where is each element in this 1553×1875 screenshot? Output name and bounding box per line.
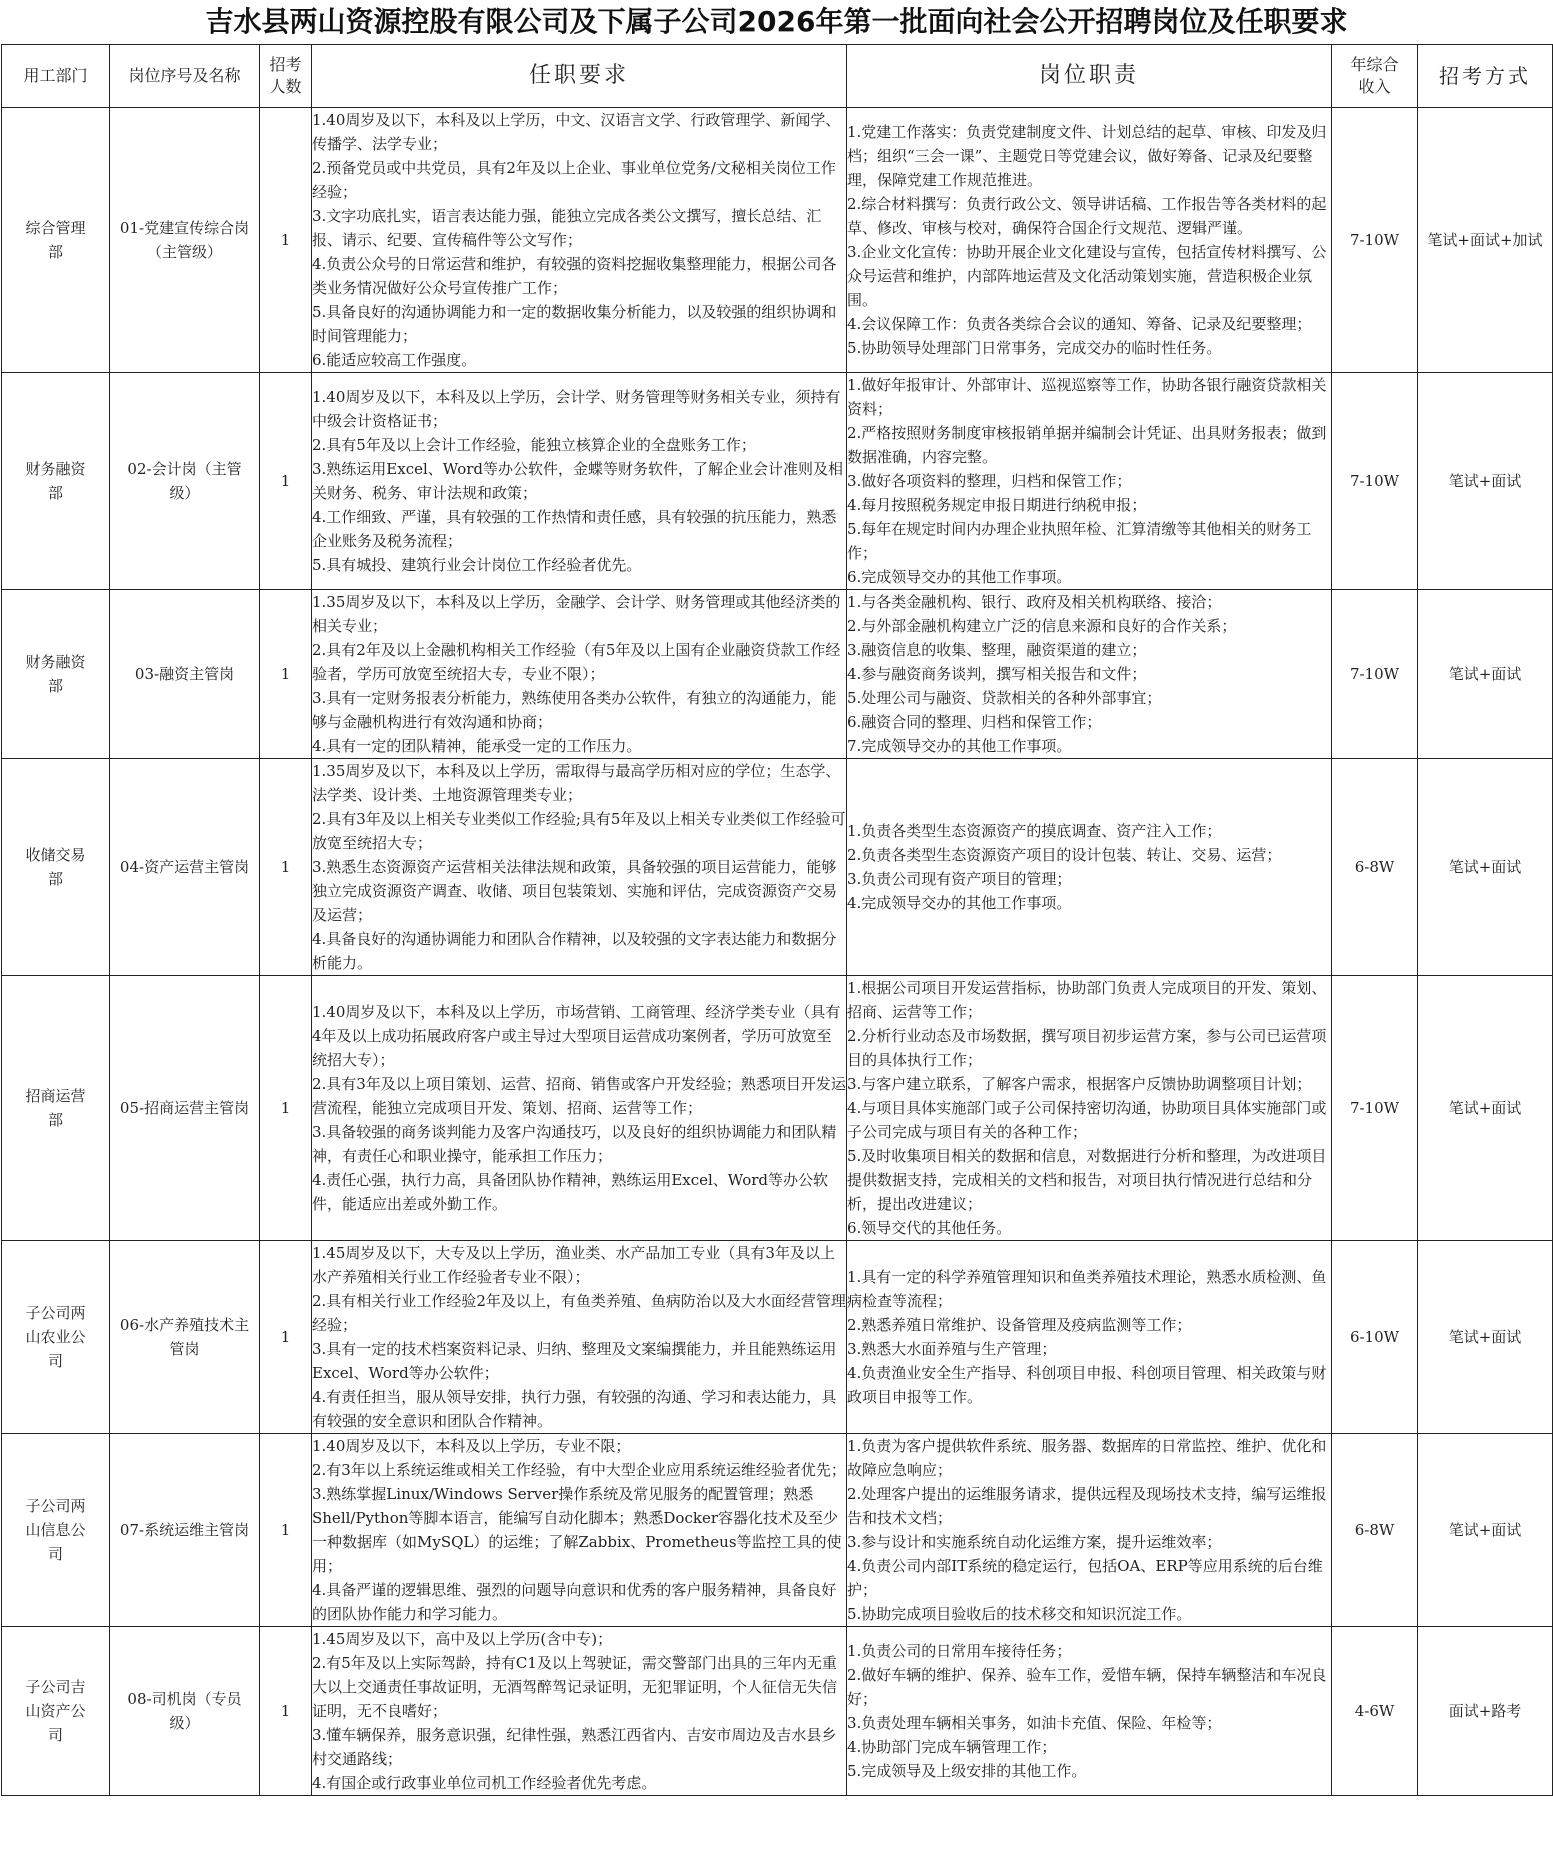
requirement-item: 4.有责任担当，服从领导安排，执行力强，有较强的沟通、学习和表达能力，具有较强的安全意识和团队合作精神。 bbox=[312, 1388, 837, 1430]
salary-cell: 4-6W bbox=[1332, 1627, 1418, 1796]
position-cell: 01-党建宣传综合岗（主管级） bbox=[110, 108, 260, 373]
count-cell: 1 bbox=[260, 1434, 312, 1627]
duty-item: 6.融资合同的整理、归档和保管工作； bbox=[847, 713, 1102, 731]
method-cell: 笔试+面试 bbox=[1418, 1241, 1553, 1434]
requirements-cell bbox=[312, 373, 847, 590]
department-cell: 收储交易部 bbox=[2, 759, 110, 976]
requirement-item: 3.熟悉生态资源资产运营相关法律法规和政策，具备较强的项目运营能力，能够独立完成资源资产调查、收储、项目包装策划、实施和评估，完成资源资产交易及运营； bbox=[312, 858, 838, 924]
duty-item: 5.及时收集项目相关的数据和信息，对数据进行分析和整理，为改进项目提供数据支持，完成相关的文档和报告，对项目执行情况进行总结和分析，提出改进建议； bbox=[847, 1147, 1327, 1213]
requirement-item: 3.熟练掌握Linux/Windows Server操作系统及常见服务的配置管理；熟悉Shell/Python等脚本语言，能编写自动化脚本；熟悉Docker容器化技术及至少一种数据库（如MySQL）的运维；了解Zabbix、Prometheus等监控工具的使用； bbox=[312, 1485, 842, 1575]
requirement-item: 5.具备良好的沟通协调能力和一定的数据收集分析能力，以及较强的组织协调和时间管理能力； bbox=[312, 303, 837, 345]
duty-item: 1.党建工作落实：负责党建制度文件、计划总结的起草、审核、印发及归档；组织“三会一课”、主题党日等党建会议，做好筹备、记录及纪要整理，保障党建工作规范推进。 bbox=[847, 123, 1327, 189]
position-cell: 03-融资主管岗 bbox=[110, 590, 260, 759]
requirements-cell bbox=[312, 590, 847, 759]
duties-cell bbox=[847, 590, 1332, 759]
duty-item: 5.完成领导及上级安排的其他工作。 bbox=[847, 1762, 1087, 1780]
requirement-item: 3.具备较强的商务谈判能力及客户沟通技巧，以及良好的组织协调能力和团队精神，有责任心和职业操守，能承担工作压力； bbox=[312, 1123, 837, 1165]
salary-cell: 6-10W bbox=[1332, 1241, 1418, 1434]
duty-item: 2.负责各类型生态资源资产项目的设计包装、转让、交易、运营； bbox=[847, 846, 1282, 864]
requirement-item: 4.负责公众号的日常运营和维护，有较强的资料挖掘收集整理能力，根据公司各类业务情况做好公众号宣传推广工作； bbox=[312, 255, 837, 297]
position-cell: 08-司机岗（专员级） bbox=[110, 1627, 260, 1796]
salary-cell: 7-10W bbox=[1332, 590, 1418, 759]
table-row bbox=[2, 1627, 1553, 1796]
header-count: 招考人数 bbox=[260, 45, 312, 108]
requirement-item: 1.35周岁及以下，本科及以上学历，需取得与最高学历相对应的学位；生态学、法学类、设计类、土地资源管理类专业； bbox=[312, 762, 841, 804]
requirement-item: 2.具有3年及以上相关专业类似工作经验;具有5年及以上相关专业类似工作经验可放宽至统招大专； bbox=[312, 810, 846, 852]
duty-item: 4.负责渔业安全生产指导、科创项目申报、科创项目管理、相关政策与财政项目申报等工作。 bbox=[847, 1364, 1327, 1406]
salary-cell: 7-10W bbox=[1332, 108, 1418, 373]
position-cell: 06-水产养殖技术主管岗 bbox=[110, 1241, 260, 1434]
page-title: 吉水县两山资源控股有限公司及下属子公司2026年第一批面向社会公开招聘岗位及任职要求 bbox=[205, 5, 1348, 38]
department-cell: 子公司吉山资产公司 bbox=[2, 1627, 110, 1796]
requirement-item: 4.具备良好的沟通协调能力和团队合作精神，以及较强的文字表达能力和数据分析能力。 bbox=[312, 930, 837, 972]
recruitment-table bbox=[1, 44, 1553, 1796]
requirement-item: 3.具有一定财务报表分析能力，熟练使用各类办公软件，有独立的沟通能力，能够与金融机构进行有效沟通和协商； bbox=[312, 689, 837, 731]
requirement-item: 4.具备严谨的逻辑思维、强烈的问题导向意识和优秀的客户服务精神，具备良好的团队协作能力和学习能力。 bbox=[312, 1581, 837, 1623]
requirement-item: 4.责任心强，执行力高，具备团队协作精神，熟练运用Excel、Word等办公软件，能适应出差或外勤工作。 bbox=[312, 1171, 829, 1213]
duties-cell bbox=[847, 108, 1332, 373]
method-cell: 笔试+面试 bbox=[1418, 759, 1553, 976]
duty-item: 2.做好车辆的维护、保养、验车工作，爱惜车辆，保持车辆整洁和车况良好； bbox=[847, 1666, 1327, 1708]
position-cell: 05-招商运营主管岗 bbox=[110, 976, 260, 1241]
count-cell: 1 bbox=[260, 976, 312, 1241]
method-cell: 笔试+面试 bbox=[1418, 590, 1553, 759]
count-cell: 1 bbox=[260, 108, 312, 373]
salary-cell: 6-8W bbox=[1332, 1434, 1418, 1627]
table-row bbox=[2, 590, 1553, 759]
duty-item: 5.协助完成项目验收后的技术移交和知识沉淀工作。 bbox=[847, 1605, 1192, 1623]
method-cell: 笔试+面试 bbox=[1418, 1434, 1553, 1627]
method-cell: 笔试+面试+加试 bbox=[1418, 108, 1553, 373]
requirement-item: 3.具有一定的技术档案资料记录、归纳、整理及文案编撰能力，并且能熟练运用Excel、Word等办公软件； bbox=[312, 1340, 837, 1382]
duty-item: 6.完成领导交办的其他工作事项。 bbox=[847, 568, 1072, 586]
duty-item: 2.与外部金融机构建立广泛的信息来源和良好的合作关系； bbox=[847, 617, 1237, 635]
duty-item: 4.协助部门完成车辆管理工作； bbox=[847, 1738, 1057, 1756]
duty-item: 3.做好各项资料的整理，归档和保管工作； bbox=[847, 472, 1132, 490]
duty-item: 4.与项目具体实施部门或子公司保持密切沟通，协助项目具体实施部门或子公司完成与项目有关的各种工作； bbox=[847, 1099, 1327, 1141]
duty-item: 6.领导交代的其他任务。 bbox=[847, 1219, 1012, 1237]
position-cell: 07-系统运维主管岗 bbox=[110, 1434, 260, 1627]
duty-item: 5.协助领导处理部门日常事务，完成交办的临时性任务。 bbox=[847, 339, 1222, 357]
count-cell: 1 bbox=[260, 759, 312, 976]
method-cell: 面试+路考 bbox=[1418, 1627, 1553, 1796]
duty-item: 2.分析行业动态及市场数据，撰写项目初步运营方案，参与公司已运营项目的具体执行工作； bbox=[847, 1027, 1327, 1069]
duty-item: 7.完成领导交办的其他工作事项。 bbox=[847, 737, 1072, 755]
department-cell: 子公司两山信息公司 bbox=[2, 1434, 110, 1627]
table-row bbox=[2, 976, 1553, 1241]
requirement-item: 4.具有一定的团队精神，能承受一定的工作压力。 bbox=[312, 737, 642, 755]
requirement-item: 4.有国企或行政事业单位司机工作经验者优先考虑。 bbox=[312, 1774, 657, 1792]
duty-item: 1.具有一定的科学养殖管理知识和鱼类养殖技术理论，熟悉水质检测、鱼病检查等流程； bbox=[847, 1268, 1327, 1310]
department-cell: 子公司两山农业公司 bbox=[2, 1241, 110, 1434]
table-row bbox=[2, 1434, 1553, 1627]
requirements-cell bbox=[312, 976, 847, 1241]
duty-item: 4.参与融资商务谈判，撰写相关报告和文件； bbox=[847, 665, 1147, 683]
header-department: 用工部门 bbox=[2, 45, 110, 108]
table-row bbox=[2, 373, 1553, 590]
duties-cell bbox=[847, 373, 1332, 590]
requirements-cell bbox=[312, 1627, 847, 1796]
duty-item: 1.负责各类型生态资源资产的摸底调查、资产注入工作； bbox=[847, 822, 1222, 840]
duty-item: 3.熟悉大水面养殖与生产管理； bbox=[847, 1340, 1057, 1358]
duties-cell bbox=[847, 1434, 1332, 1627]
header-position: 岗位序号及名称 bbox=[110, 45, 260, 108]
duty-item: 2.熟悉养殖日常维护、设备管理及疫病监测等工作； bbox=[847, 1316, 1192, 1334]
duty-item: 4.完成领导交办的其他工作事项。 bbox=[847, 894, 1072, 912]
header-duties: 岗位职责 bbox=[847, 45, 1332, 108]
requirements-cell bbox=[312, 108, 847, 373]
requirement-item: 3.熟练运用Excel、Word等办公软件，金蝶等财务软件，了解企业会计准则及相关财务、税务、审计法规和政策； bbox=[312, 460, 844, 502]
duties-cell bbox=[847, 1627, 1332, 1796]
duties-cell bbox=[847, 759, 1332, 976]
requirement-item: 4.工作细致、严谨，具有较强的工作热情和责任感，具有较强的抗压能力，熟悉企业账务及税务流程； bbox=[312, 508, 837, 550]
requirement-item: 1.35周岁及以下，本科及以上学历，金融学、会计学、财务管理或其他经济类的相关专业； bbox=[312, 593, 841, 635]
table-row bbox=[2, 759, 1553, 976]
table-row bbox=[2, 108, 1553, 373]
duty-item: 3.负责公司现有资产项目的管理； bbox=[847, 870, 1072, 888]
duty-item: 4.每月按照税务规定申报日期进行纳税申报； bbox=[847, 496, 1147, 514]
requirements-cell bbox=[312, 1241, 847, 1434]
duty-item: 4.会议保障工作：负责各类综合会议的通知、筹备、记录及纪要整理； bbox=[847, 315, 1312, 333]
duty-item: 2.严格按照财务制度审核报销单据并编制会计凭证、出具财务报表；做到数据准确，内容完整。 bbox=[847, 424, 1327, 466]
duty-item: 1.做好年报审计、外部审计、巡视巡察等工作，协助各银行融资贷款相关资料； bbox=[847, 376, 1327, 418]
header-requirements: 任职要求 bbox=[312, 45, 847, 108]
count-cell: 1 bbox=[260, 590, 312, 759]
duty-item: 1.负责为客户提供软件系统、服务器、数据库的日常监控、维护、优化和故障应急响应； bbox=[847, 1437, 1327, 1479]
requirement-item: 2.有3年以上系统运维或相关工作经验，有中大型企业应用系统运维经验者优先； bbox=[312, 1461, 846, 1479]
method-cell: 笔试+面试 bbox=[1418, 373, 1553, 590]
requirement-item: 1.40周岁及以下，本科及以上学历，中文、汉语言文学、行政管理学、新闻学、传播学、法学专业； bbox=[312, 111, 841, 153]
duty-item: 3.负责处理车辆相关事务，如油卡充值、保险、年检等； bbox=[847, 1714, 1222, 1732]
requirement-item: 3.懂车辆保养，服务意识强，纪律性强，熟悉江西省内、吉安市周边及吉水县乡村交通路线； bbox=[312, 1726, 837, 1768]
department-cell: 招商运营部 bbox=[2, 976, 110, 1241]
position-cell: 04-资产运营主管岗 bbox=[110, 759, 260, 976]
header-method: 招考方式 bbox=[1418, 45, 1553, 108]
requirement-item: 3.文字功底扎实，语言表达能力强，能独立完成各类公文撰写，擅长总结、汇报、请示、纪要、宣传稿件等公文写作； bbox=[312, 207, 822, 249]
requirement-item: 5.具有城投、建筑行业会计岗位工作经验者优先。 bbox=[312, 556, 642, 574]
requirement-item: 2.具有相关行业工作经验2年及以上，有鱼类养殖、鱼病防治以及大水面经营管理经验； bbox=[312, 1292, 846, 1334]
department-cell: 综合管理部 bbox=[2, 108, 110, 373]
requirement-item: 1.45周岁及以下，大专及以上学历，渔业类、水产品加工专业（具有3年及以上水产养殖相关行业工作经验者专业不限）； bbox=[312, 1244, 835, 1286]
duties-cell bbox=[847, 1241, 1332, 1434]
duty-item: 5.每年在规定时间内办理企业执照年检、汇算清缴等其他相关的财务工作； bbox=[847, 520, 1312, 562]
table-row bbox=[2, 1241, 1553, 1434]
count-cell: 1 bbox=[260, 373, 312, 590]
requirement-item: 2.具有5年及以上会计工作经验，能独立核算企业的全盘账务工作； bbox=[312, 436, 756, 454]
salary-cell: 7-10W bbox=[1332, 976, 1418, 1241]
requirements-cell bbox=[312, 759, 847, 976]
requirement-item: 1.40周岁及以下，本科及以上学历，市场营销、工商管理、经济学类专业（具有4年及以上成功拓展政府客户或主导过大型项目运营成功案例者，学历可放宽至统招大专）； bbox=[312, 1003, 841, 1069]
method-cell: 笔试+面试 bbox=[1418, 976, 1553, 1241]
duty-item: 3.企业文化宣传：协助开展企业文化建设与宣传，包括宣传材料撰写、公众号运营和维护，内部阵地运营及文化活动策划实施，营造积极企业氛围。 bbox=[847, 243, 1327, 309]
duty-item: 3.融资信息的收集、整理，融资渠道的建立； bbox=[847, 641, 1147, 659]
requirement-item: 6.能适应较高工作强度。 bbox=[312, 351, 477, 369]
requirement-item: 2.有5年及以上实际驾龄，持有C1及以上驾驶证，需交警部门出具的三年内无重大以上交通责任事故证明，无酒驾醉驾记录证明，无犯罪证明，个人征信无失信证明，无不良嗜好； bbox=[312, 1654, 838, 1720]
requirements-cell bbox=[312, 1434, 847, 1627]
requirement-item: 1.40周岁及以下，本科及以上学历，专业不限； bbox=[312, 1437, 631, 1455]
department-cell: 财务融资部 bbox=[2, 590, 110, 759]
duty-item: 2.处理客户提出的运维服务请求，提供远程及现场技术支持，编写运维报告和技术文档； bbox=[847, 1485, 1327, 1527]
duty-item: 3.参与设计和实施系统自动化运维方案，提升运维效率； bbox=[847, 1533, 1222, 1551]
duty-item: 2.综合材料撰写：负责行政公文、领导讲话稿、工作报告等各类材料的起草、修改、审核与校对，确保符合国企行文规范、逻辑严谨。 bbox=[847, 195, 1327, 237]
duty-item: 3.与客户建立联系，了解客户需求，根据客户反馈协助调整项目计划； bbox=[847, 1075, 1312, 1093]
requirement-item: 2.具有2年及以上金融机构相关工作经验（有5年及以上国有企业融资贷款工作经验者，学历可放宽至统招大专，专业不限）； bbox=[312, 641, 841, 683]
duty-item: 1.根据公司项目开发运营指标，协助部门负责人完成项目的开发、策划、招商、运营等工作； bbox=[847, 979, 1327, 1021]
duty-item: 4.负责公司内部IT系统的稳定运行，包括OA、ERP等应用系统的后台维护； bbox=[847, 1557, 1323, 1599]
duty-item: 1.负责公司的日常用车接待任务； bbox=[847, 1642, 1072, 1660]
department-cell: 财务融资部 bbox=[2, 373, 110, 590]
salary-cell: 7-10W bbox=[1332, 373, 1418, 590]
requirement-item: 1.40周岁及以下，本科及以上学历，会计学、财务管理等财务相关专业，须持有中级会计资格证书； bbox=[312, 388, 841, 430]
requirement-item: 1.45周岁及以下，高中及以上学历(含中专)； bbox=[312, 1630, 613, 1648]
position-cell: 02-会计岗（主管级） bbox=[110, 373, 260, 590]
duties-cell bbox=[847, 976, 1332, 1241]
requirement-item: 2.预备党员或中共党员，具有2年及以上企业、事业单位党务/文秘相关岗位工作经验； bbox=[312, 159, 836, 201]
duty-item: 1.与各类金融机构、银行、政府及相关机构联络、接洽； bbox=[847, 593, 1222, 611]
count-cell: 1 bbox=[260, 1241, 312, 1434]
requirement-item: 2.具有3年及以上项目策划、运营、招商、销售或客户开发经验；熟悉项目开发运营流程，能独立完成项目开发、策划、招商、运营等工作； bbox=[312, 1075, 846, 1117]
header-salary: 年综合收入 bbox=[1332, 45, 1418, 108]
header-row bbox=[2, 45, 1553, 108]
salary-cell: 6-8W bbox=[1332, 759, 1418, 976]
duty-item: 5.处理公司与融资、贷款相关的各种外部事宜； bbox=[847, 689, 1162, 707]
count-cell: 1 bbox=[260, 1627, 312, 1796]
